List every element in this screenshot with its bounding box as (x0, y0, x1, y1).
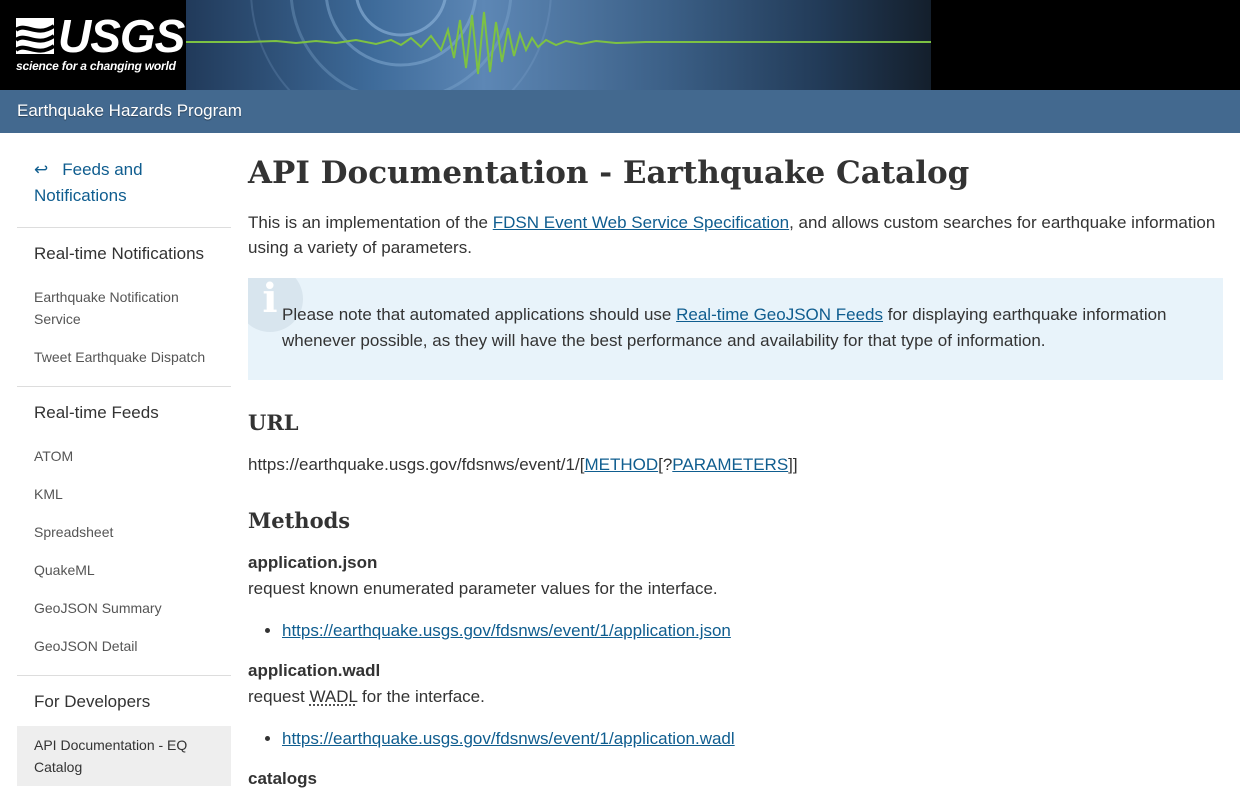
url-base: https://earthquake.usgs.gov/fdsnws/event/1/[ (248, 455, 585, 474)
list-item (282, 618, 1224, 644)
method-url-list (248, 618, 1224, 644)
usgs-logo[interactable] (0, 0, 186, 90)
method-name: application.wadl (248, 661, 381, 680)
sidebar-heading-feeds[interactable]: Real-time Feeds (34, 403, 159, 422)
intro-text-after: , and allows custom searches for earthquake information using a variety of parameters. (248, 213, 1216, 257)
parameters-link[interactable]: PARAMETERS (672, 455, 789, 474)
sidebar-item-geojson-summary[interactable]: GeoJSON Summary (34, 600, 162, 616)
back-link-feeds-notifications[interactable] (17, 155, 231, 228)
sidebar-heading-developers[interactable]: For Developers (34, 692, 151, 711)
info-icon: i (248, 278, 303, 332)
program-bar (0, 90, 1240, 133)
sidebar-item-quakeml[interactable]: QuakeML (34, 562, 95, 578)
method-catalogs (248, 766, 1224, 792)
methods-heading: Methods (248, 508, 351, 533)
back-arrow-icon: ↩ (34, 160, 49, 179)
sidebar-section-feeds (17, 387, 231, 676)
application-json-link[interactable]: https://earthquake.usgs.gov/fdsnws/event/1/application.json (282, 621, 731, 640)
sidebar-section-notifications (17, 228, 231, 387)
usgs-wave-icon (16, 16, 56, 56)
sidebar-item-geojson-detail[interactable]: GeoJSON Detail (34, 638, 138, 654)
url-separator: [? (658, 455, 673, 474)
sidebar-nav (17, 155, 231, 796)
method-description (248, 684, 1224, 710)
program-title[interactable]: Earthquake Hazards Program (17, 101, 242, 120)
method-link[interactable]: METHOD (584, 455, 659, 474)
wadl-desc-before: request (248, 687, 310, 706)
wadl-abbreviation: WADL (309, 687, 358, 706)
method-application-wadl (248, 658, 1224, 752)
method-name: application.json (248, 553, 378, 572)
list-item (282, 726, 1224, 752)
alert-text-after: for displaying earthquake information whenever possible, as they will have the best performance and availability for that type of information. (282, 305, 1167, 350)
fdsn-spec-link[interactable]: FDSN Event Web Service Specification (492, 213, 790, 232)
url-heading: URL (248, 410, 299, 435)
sidebar-item-tweet-earthquake-dispatch[interactable]: Tweet Earthquake Dispatch (34, 349, 206, 365)
sidebar-section-developers (17, 676, 231, 796)
url-template (248, 452, 1224, 478)
url-end: ]] (788, 455, 798, 474)
page-title: API Documentation - Earthquake Catalog (248, 155, 970, 191)
seismogram-banner (186, 0, 931, 90)
sidebar-item-kml[interactable]: KML (34, 486, 63, 502)
sidebar-item-spreadsheet[interactable]: Spreadsheet (34, 524, 114, 540)
logo-wordmark: USGS (58, 10, 185, 62)
sidebar-item-api-documentation[interactable]: API Documentation - EQ Catalog (17, 726, 231, 786)
method-description: request known enumerated parameter values for the interface. (248, 579, 718, 598)
main-content (248, 150, 1224, 792)
wadl-desc-after: for the interface. (357, 687, 485, 706)
sidebar-item-earthquake-notification-service[interactable]: Earthquake Notification Service (34, 289, 179, 327)
geojson-feeds-link[interactable]: Real-time GeoJSON Feeds (676, 305, 884, 324)
seismogram-graphic (186, 0, 931, 90)
site-header (0, 0, 1240, 90)
alert-text (282, 302, 1182, 354)
logo-tagline: science for a changing world (16, 59, 176, 73)
method-url-list (248, 726, 1224, 752)
back-link-label: Feeds and Notifications (34, 160, 143, 205)
application-wadl-link[interactable]: https://earthquake.usgs.gov/fdsnws/event/1/application.wadl (282, 729, 735, 748)
method-application-json (248, 550, 1224, 644)
info-alert (248, 278, 1223, 380)
intro-paragraph (248, 210, 1224, 260)
sidebar-heading-notifications[interactable]: Real-time Notifications (34, 244, 205, 263)
alert-text-before: Please note that automated applications should use (282, 305, 677, 324)
intro-text-before: This is an implementation of the (248, 213, 493, 232)
method-name: catalogs (248, 769, 317, 788)
sidebar-item-atom[interactable]: ATOM (34, 448, 74, 464)
